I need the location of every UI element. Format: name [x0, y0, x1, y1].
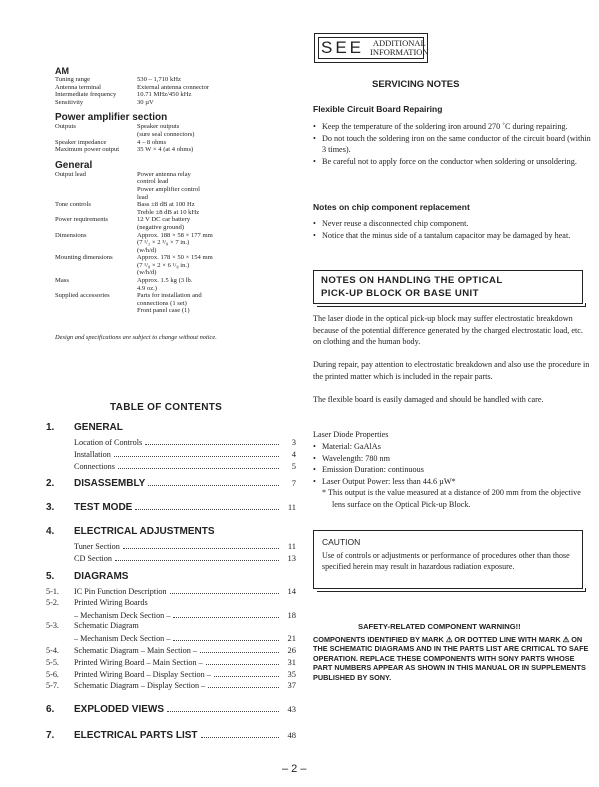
optical-pickup-notes-box	[313, 270, 583, 304]
toc-page-number: 26	[287, 644, 296, 655]
spec-row	[55, 99, 285, 107]
dot-leader	[206, 657, 279, 665]
spec-table-am	[55, 76, 285, 106]
toc-section-title: EXPLODED VIEWS	[74, 704, 165, 716]
toc-section-number: 5.	[46, 570, 55, 582]
toc-item-number: 5-7.	[46, 681, 59, 691]
spec-table-power	[55, 123, 285, 153]
spec-row	[55, 254, 285, 277]
spec-row	[55, 201, 285, 216]
dot-leader	[170, 586, 279, 594]
spec-heading-power: Power amplifier section	[55, 112, 168, 124]
chip-replacement-heading: Notes on chip component replacement	[313, 202, 470, 212]
spec-row	[55, 139, 285, 147]
spec-value: Approx. 178 × 50 × 154 mm (7 ¹/₈ × 2 × 6 ¹/₈ in.) (w/h/d)	[137, 254, 213, 277]
spec-heading-general: General	[55, 159, 93, 171]
laser-properties-heading: Laser Diode Properties	[313, 430, 389, 439]
optical-paragraph: The laser diode in the optical pick-up block may suffer electrostatic breakdown because of the potential difference generated by the charged electrostatic load, etc. on clothing and the human body.	[313, 314, 583, 347]
dot-leader	[173, 610, 279, 618]
spec-disclaimer: Design and specifications are subject to change without notice.	[55, 334, 217, 341]
toc-item-number: 5-2.	[46, 597, 59, 607]
spec-label: Intermediate frequency	[55, 91, 117, 99]
spec-label: Antenna terminal	[55, 83, 101, 91]
spec-label: Supplied accessories	[55, 292, 110, 300]
servicing-notes-title: SERVICING NOTES	[372, 79, 460, 90]
spec-row	[55, 216, 285, 231]
list-item: • Material: GaAlAs	[313, 441, 591, 453]
toc-section-number: 6.	[46, 704, 55, 716]
spec-label: Maximum power output	[55, 146, 120, 154]
spec-value: 35 W × 4 (at 4 ohms)	[137, 146, 194, 154]
list-item: • Never reuse a disconnected chip component.	[313, 218, 591, 230]
toc-item[interactable]	[46, 633, 296, 645]
dot-leader	[208, 680, 279, 688]
toc-page-number: 11	[287, 541, 296, 552]
see-info-line2: INFORMATION	[370, 47, 429, 57]
spec-value: Speaker outputs (sure seal connectors)	[137, 123, 195, 138]
spec-table-general	[55, 171, 285, 315]
toc-item[interactable]	[46, 680, 296, 692]
spec-label: Dimensions	[55, 231, 87, 239]
toc-item[interactable]	[46, 610, 296, 622]
spec-row	[55, 171, 285, 201]
toc-item[interactable]	[46, 657, 296, 669]
list-item: • Laser Output Power: less than 44.6 µW*	[313, 476, 591, 488]
page-number: – 2 –	[282, 763, 307, 775]
toc-item-title: IC Pin Function Description	[74, 586, 167, 596]
dot-leader	[145, 437, 279, 445]
caution-text: Use of controls or adjustments or performance of procedures other than those specified herein may result in hazardous radiation exposure.	[322, 551, 570, 571]
toc-page-number: 35	[287, 668, 296, 679]
toc-section-title: ELECTRICAL PARTS LIST	[74, 730, 198, 742]
spec-row	[55, 123, 285, 138]
specifications	[55, 66, 285, 315]
safety-warning-title: SAFETY-RELATED COMPONENT WARNING!!	[358, 622, 521, 631]
dot-leader	[200, 645, 279, 653]
spec-label: Outputs	[55, 123, 76, 131]
toc-page-number: 13	[287, 553, 296, 564]
dot-leader	[114, 449, 279, 457]
toc-section-number: 7.	[46, 730, 55, 742]
toc-item-title: Printed Wiring Board – Display Section –	[74, 669, 211, 679]
toc-item[interactable]	[46, 669, 296, 681]
dot-leader	[214, 669, 279, 677]
spec-row	[55, 84, 285, 92]
toc-section-diagrams[interactable]	[46, 571, 296, 586]
toc-title: TABLE OF CONTENTS	[110, 402, 223, 413]
toc-item-title: Installation	[74, 449, 111, 459]
list-item: • Notice that the minus side of a tantalum capacitor may be damaged by heat.	[313, 230, 591, 242]
spec-label: Tuning range	[55, 76, 91, 83]
toc-item-number: 5-3.	[46, 621, 59, 631]
spec-label: Mass	[55, 277, 69, 285]
toc-item[interactable]	[46, 586, 296, 598]
see-word: SEE	[321, 38, 365, 57]
toc-page-number: 7	[291, 478, 296, 489]
toc-section-electrical-parts-list[interactable]	[46, 730, 296, 745]
toc-section-title: TEST MODE	[74, 502, 133, 514]
list-item: • Wavelength: 780 nm	[313, 453, 591, 465]
toc-item-title: CD Section	[74, 554, 112, 564]
spec-label: Speaker impedance	[55, 138, 107, 146]
toc-page-number: 43	[287, 704, 296, 715]
see-additional-information-stamp	[314, 33, 428, 63]
toc-item-title: – Mechanism Deck Section –	[74, 634, 171, 644]
toc-section-electrical-adjustments[interactable]	[46, 526, 296, 541]
toc-item-number: 5-5.	[46, 657, 59, 667]
toc-section-number: 4.	[46, 526, 55, 538]
toc-page-number: 37	[287, 680, 296, 691]
list-item: • Be careful not to apply force on the conductor when soldering or unsoldering.	[313, 156, 591, 168]
list-item: • Keep the temperature of the soldering iron around 270 ˚C during repairing.	[313, 121, 591, 133]
spec-value: Bass ±8 dB at 100 Hz Treble ±8 dB at 10 kHz	[137, 201, 200, 216]
spec-label: Tone controls	[55, 201, 91, 209]
spec-value: Approx. 1.5 kg (3 lb. 4.9 oz.)	[137, 277, 193, 292]
see-info-line1: ADDITIONAL	[372, 38, 426, 48]
dot-leader	[115, 553, 279, 561]
spec-value: 10.71 MHz/450 kHz	[137, 91, 192, 99]
dot-leader	[173, 633, 279, 641]
spec-value: 4 – 8 ohms	[137, 138, 167, 146]
laser-output-footnote: * This output is the value measured at a distance of 200 mm from the objective lens surface on the Optical Pick-up Block.	[322, 488, 581, 509]
spec-row	[55, 91, 285, 99]
laser-properties-list	[313, 441, 591, 487]
toc-item[interactable]	[46, 437, 296, 449]
spec-value: 530 – 1,710 kHz	[137, 76, 181, 83]
spec-row	[55, 146, 285, 154]
toc-item-title: Location of Controls	[74, 438, 143, 447]
dot-leader	[201, 730, 279, 738]
toc-item-number: 5-1.	[46, 586, 59, 596]
toc-item-title: Printed Wiring Boards	[74, 597, 148, 607]
toc-item-title: Schematic Diagram – Main Section –	[74, 645, 198, 655]
caution-title: CAUTION	[322, 537, 361, 547]
flex-board-heading: Flexible Circuit Board Repairing	[313, 104, 443, 114]
toc-page-number: 3	[291, 437, 296, 447]
toc-section-exploded-views[interactable]	[46, 704, 296, 719]
spec-label: Output lead	[55, 170, 86, 178]
optical-paragraph: During repair, pay attention to electrostatic breakdown and also use the procedure in the printed matter which is included in the repair parts.	[313, 360, 590, 381]
list-item: • Emission Duration: continuous	[313, 464, 591, 476]
spec-value: Approx. 188 × 58 × 177 mm (7 ¹/₂ × 2 ³/₈ × 7 in.) (w/h/d)	[137, 231, 213, 254]
toc-page-number: 31	[287, 656, 296, 667]
spec-row	[55, 76, 285, 84]
toc-section-title: DISASSEMBLY	[74, 478, 146, 490]
spec-row	[55, 277, 285, 292]
toc-item[interactable]	[46, 553, 296, 565]
toc-section-test-mode[interactable]	[46, 502, 296, 517]
toc-item-title: Tuner Section	[74, 542, 120, 552]
list-item: • Do not touch the soldering iron on the same conductor of the circuit board (within 3 times).	[313, 133, 591, 156]
spec-row	[55, 292, 285, 315]
toc-section-disassembly[interactable]	[46, 478, 296, 493]
optical-pickup-notes-title: NOTES ON HANDLING THE OPTICAL PICK-UP BLOCK OR BASE UNIT	[321, 275, 503, 299]
toc-page-number: 11	[287, 502, 296, 513]
chip-replacement-list	[313, 218, 591, 241]
spec-value: External antenna connector	[137, 83, 210, 91]
toc-item-number: 5-4.	[46, 645, 59, 655]
dot-leader	[118, 461, 279, 469]
spec-heading-am: AM	[55, 66, 69, 76]
safety-warning-text: COMPONENTS IDENTIFIED BY MARK ⚠ OR DOTTED LINE WITH MARK ⚠ ON THE SCHEMATIC DIAGRAMS AND IN THE PARTS LIST ARE CRITICAL TO SAFE OPERATION. REPLACE THESE COMPONENTS WITH SONY PARTS WHOSE PART NUMBERS APPEAR AS SHOWN IN THIS MANUAL OR IN SUPPLEMENTS PUBLISHED BY SONY.	[313, 635, 589, 682]
optical-paragraph: The flexible board is easily damaged and should be handled with care.	[313, 395, 544, 404]
toc-section-number: 3.	[46, 502, 55, 514]
dot-leader	[123, 541, 279, 549]
toc-item-title: Schematic Diagram	[74, 621, 139, 631]
spec-value: 30 µV	[137, 98, 154, 106]
dot-leader	[167, 704, 279, 712]
toc-item[interactable]	[46, 449, 296, 461]
toc-page-number: 21	[287, 633, 296, 644]
toc-page-number: 5	[291, 460, 296, 471]
spec-row	[55, 232, 285, 255]
toc-item[interactable]	[46, 461, 296, 473]
toc-page-number: 4	[291, 448, 296, 459]
toc-item[interactable]	[46, 621, 296, 633]
toc-section-number: 1.	[46, 422, 55, 433]
spec-label: Sensitivity	[55, 98, 84, 106]
see-info-text	[370, 39, 429, 57]
toc-item[interactable]	[46, 541, 296, 553]
toc-page-number: 48	[287, 730, 296, 741]
toc-item-title: Printed Wiring Board – Main Section –	[74, 657, 203, 667]
toc-item-title: Schematic Diagram – Display Section –	[74, 681, 206, 691]
toc-page-number: 14	[287, 585, 296, 596]
spec-value: Parts for installation and connections (1 set) Front panel case (1)	[137, 292, 202, 315]
dot-leader	[135, 502, 279, 510]
toc-item[interactable]	[46, 598, 296, 610]
toc-item-title: Connections	[74, 461, 115, 471]
toc-section-number: 2.	[46, 478, 55, 490]
toc-page-number: 18	[287, 609, 296, 620]
spec-label: Mounting dimensions	[55, 254, 113, 262]
spec-label: Power requirements	[55, 216, 108, 224]
toc-item-title: – Mechanism Deck Section –	[74, 610, 171, 620]
toc-section-title: ELECTRICAL ADJUSTMENTS	[74, 526, 215, 538]
flex-board-list	[313, 121, 591, 167]
toc-item-number: 5-6.	[46, 669, 59, 679]
spec-value: Power antenna relay control lead Power amplifier control lead	[137, 170, 200, 201]
caution-box	[313, 530, 583, 589]
table-of-contents	[46, 422, 296, 745]
toc-section-general[interactable]	[46, 422, 296, 437]
toc-section-title: GENERAL	[74, 422, 123, 433]
spec-value: 12 V DC car battery (negative ground)	[137, 216, 191, 231]
dot-leader	[148, 478, 279, 486]
toc-section-title: DIAGRAMS	[74, 570, 129, 582]
toc-item[interactable]	[46, 645, 296, 657]
